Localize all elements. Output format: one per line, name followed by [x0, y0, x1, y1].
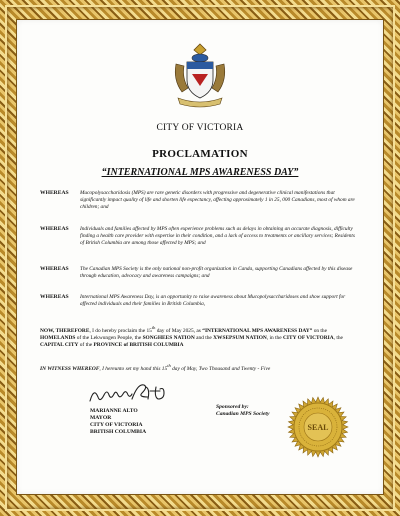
gold-seal-icon — [287, 396, 349, 458]
whereas-label: WHEREAS — [40, 294, 69, 300]
document-title: PROCLAMATION — [152, 148, 248, 160]
whereas-label: WHEREAS — [40, 190, 69, 196]
mayor-province: BRITISH COLUMBIA — [90, 429, 147, 435]
whereas-text: The Canadian MPS Society is the only national non-profit organization in Canda, supporting Canadians affected by this disease through education, advocacy and awareness campaigns; and — [80, 266, 353, 280]
whereas-clause-3 — [40, 266, 360, 280]
whereas-text: International MPS Awareness Day, is an opportunity to raise awareness about Mucopolysaccharidoses and show support for affected individuals and their families in British Columbia, — [80, 294, 346, 308]
city-crest-icon — [172, 42, 228, 108]
whereas-text: Individuals and families affected by MPS often experience problems such as delays in obtaining an accurate diagnosis, difficulty finding a health care provider with expertise in their condition, and a lack of access to treatments or ancillary services; Residents of British Columbia are among those affected by MPS; and — [80, 226, 355, 247]
sponsor-block — [216, 404, 269, 418]
sponsor-label: Sponsored by: — [216, 404, 249, 410]
whereas-label: WHEREAS — [40, 226, 69, 232]
whereas-clause-2 — [40, 226, 360, 248]
whereas-clause-4 — [40, 294, 360, 308]
proclamation-subtitle: “INTERNATIONAL MPS AWARENESS DAY” — [101, 167, 299, 178]
whereas-text: Mucopolysaccharidosis (MPS) are rare genetic disorders with progressive and degenerative clinical manifestations that significantly impact quality of life and shorten life expectancy, affecting approximately 1 in 25, 000 Canadians, most of whom are children; and — [80, 190, 355, 211]
mayor-name: MARIANNE ALTO — [90, 408, 138, 414]
mayor-block — [90, 408, 146, 436]
now-therefore-paragraph: NOW, THEREFORE, I do hereby proclaim the 15th day of May 2025, as “INTERNATIONAL MPS AWARENESS DAY” on the HOMELANDS of the Lekwungen People, the SONGHEES NATION and the XWSEPSUM NATION, in the CITY OF VICTORIA, the CAPITAL CITY of the PROVINCE of BRITISH COLUMBIA — [40, 325, 343, 349]
city-name: CITY OF VICTORIA — [156, 123, 244, 133]
witness-line: IN WITNESS WHEREOF, I hereunto set my hand this 15th day of May, Two Thousand and Twenty - Five — [40, 363, 271, 372]
mayor-role: MAYOR — [90, 415, 112, 421]
mayor-signature — [86, 381, 196, 407]
seal-label: SEAL — [307, 423, 329, 432]
whereas-clause-1 — [40, 190, 360, 212]
whereas-label: WHEREAS — [40, 266, 69, 272]
mayor-org: CITY OF VICTORIA — [90, 422, 143, 428]
sponsor-name: Canadian MPS Society — [216, 411, 270, 417]
